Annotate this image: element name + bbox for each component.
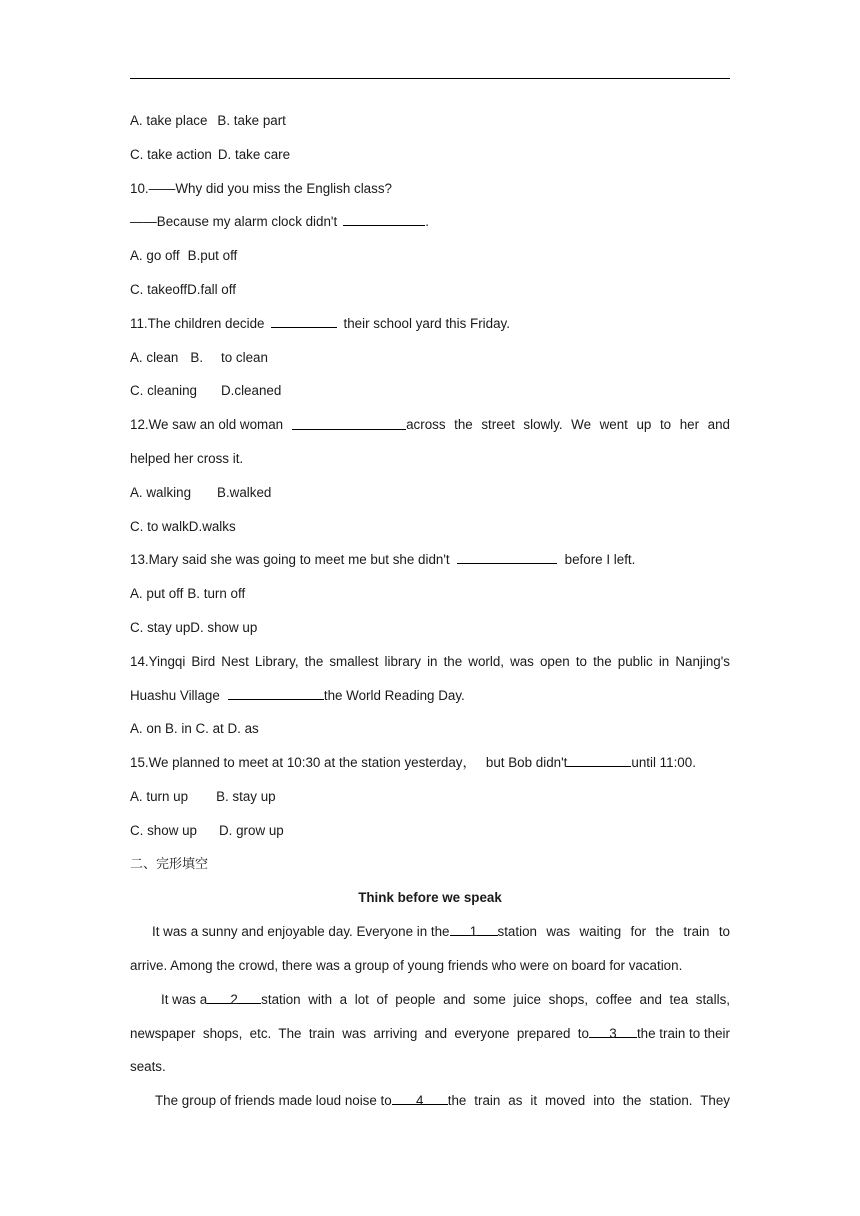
section-heading: 二、完形填空: [130, 856, 209, 872]
q9-option-c: C. take action: [130, 146, 212, 162]
worksheet-body: [130, 110, 730, 1124]
q10-answer-line: ——Because my alarm clock didn't .: [130, 211, 730, 245]
cloze-blank-2: 2: [207, 989, 261, 1004]
q9-options-line1: [130, 110, 730, 144]
answer-blank: [292, 414, 406, 430]
q14-options: A. on B. in C. at D. as: [130, 721, 259, 737]
answer-blank: [343, 211, 425, 226]
q15-options-line1: A. turn up B. stay up: [130, 788, 276, 804]
q15-stem: 15.We planned to meet at 10:30 at the station yesterday， but Bob didn't until 11:00.: [130, 752, 730, 786]
q13-options-line1: A. put off B. turn off: [130, 586, 246, 602]
q11-stem: 11.The children decide their school yard this Friday.: [130, 313, 730, 347]
q10-options-line1: A. go off B.put off: [130, 248, 238, 264]
q10-stem: 10.——Why did you miss the English class?: [130, 180, 392, 196]
cloze-blank-4: 4: [392, 1090, 448, 1105]
q12-stem: 12.We saw an old woman across the street slowly. We went up to her and: [130, 414, 730, 448]
passage-p2-line1: It was a 2 station with a lot of people and some juice shops, coffee and tea stalls,: [130, 989, 730, 1023]
q9-option-b: B. take part: [217, 113, 286, 128]
passage-p3-line1: The group of friends made loud noise to 4 the train as it moved into the station. They: [130, 1090, 730, 1124]
answer-blank: [271, 313, 337, 328]
answer-blank: [228, 685, 324, 700]
q11-options-line2: C. cleaning D.cleaned: [130, 383, 282, 399]
q12-options-line2: C. to walkD.walks: [130, 518, 236, 534]
passage-p1-line2: arrive. Among the crowd, there was a group of young friends who were on board for vacation.: [130, 957, 683, 973]
q15-options-line2: C. show up D. grow up: [130, 822, 284, 838]
passage-p2-line2: newspaper shops, etc. The train was arriving and everyone prepared to 3 the train to their: [130, 1023, 730, 1057]
q13-options-line2: C. stay upD. show up: [130, 619, 258, 635]
header-rule: [130, 78, 730, 79]
q13-stem: 13.Mary said she was going to meet me but she didn't before I left.: [130, 549, 730, 583]
q12-stem-cont: helped her cross it.: [130, 450, 244, 466]
q14-stem-cont: Huashu Village the World Reading Day.: [130, 685, 730, 719]
answer-blank: [567, 752, 631, 767]
q9-options-line2: [130, 144, 730, 178]
q12-options-line1: A. walking B.walked: [130, 484, 272, 500]
q14-stem: 14.Yingqi Bird Nest Library, the smallest library in the world, was open to the public in Nanjing's: [130, 653, 730, 669]
q9-option-d: D. take care: [217, 146, 291, 162]
q10-options-line2: C. takeoffD.fall off: [130, 281, 236, 297]
cloze-blank-1: 1: [450, 921, 498, 936]
passage-title: Think before we speak: [358, 890, 502, 906]
passage-p2-line3: seats.: [130, 1059, 166, 1075]
q9-option-a: A. take place: [130, 113, 208, 128]
cloze-blank-3: 3: [589, 1023, 637, 1038]
q11-options-line1: A. clean B. to clean: [130, 349, 268, 365]
answer-blank: [457, 549, 557, 564]
passage-p1-line1: It was a sunny and enjoyable day. Everyone in the 1 station was waiting for the train to: [130, 921, 730, 955]
